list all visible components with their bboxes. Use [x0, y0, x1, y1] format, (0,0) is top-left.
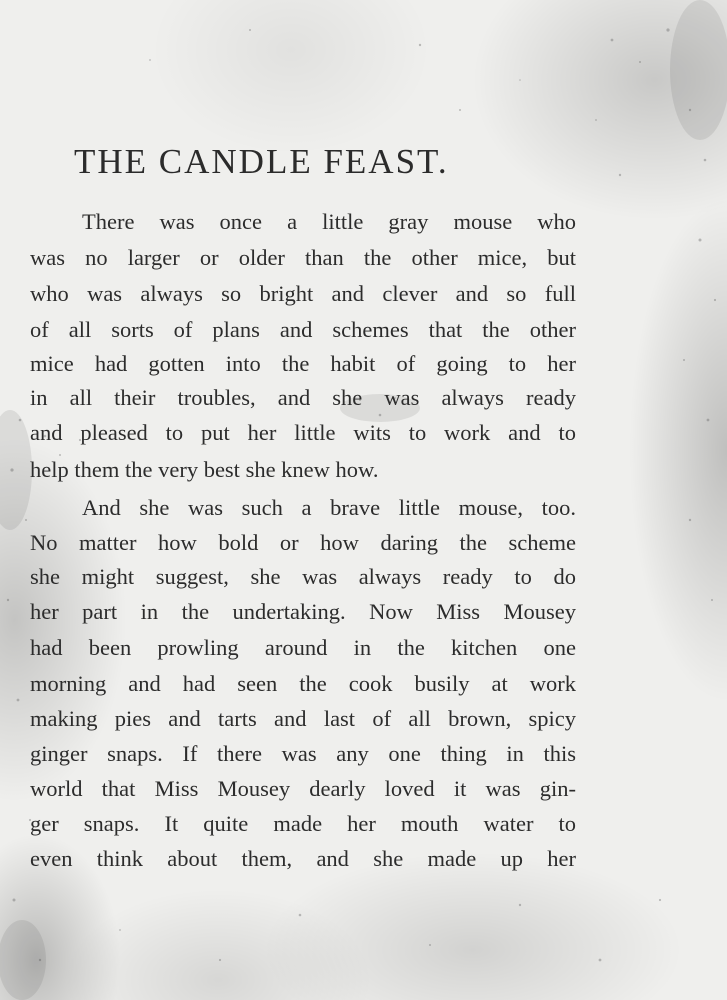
text-line: she might suggest, she was always ready to do: [30, 564, 576, 589]
text-line: in all their troubles, and she was always ready: [30, 385, 576, 410]
text-line: of all sorts of plans and schemes that the other: [30, 317, 576, 342]
text-line: who was always so bright and clever and so full: [30, 281, 576, 306]
text-line: And she was such a brave little mouse, too.: [82, 495, 576, 520]
text-line: There was once a little gray mouse who: [82, 209, 576, 234]
text-line: making pies and tarts and last of all brown, spicy: [30, 706, 576, 731]
text-line: mice had gotten into the habit of going to her: [30, 351, 576, 376]
text-line: help them the very best she knew how.: [30, 457, 379, 482]
text-line: morning and had seen the cook busily at work: [30, 671, 576, 696]
text-line: ginger snaps. If there was any one thing in this: [30, 741, 576, 766]
text-line: No matter how bold or how daring the scheme: [30, 530, 576, 555]
text-line: was no larger or older than the other mice, but: [30, 245, 576, 270]
text-line: and pleased to put her little wits to work and to: [30, 420, 576, 445]
text-line: her part in the undertaking. Now Miss Mousey: [30, 599, 576, 624]
text-line: even think about them, and she made up her: [30, 846, 576, 871]
text-line: ger snaps. It quite made her mouth water to: [30, 811, 576, 836]
page-title: THE CANDLE FEAST.: [74, 142, 449, 181]
text-line: had been prowling around in the kitchen one: [30, 635, 576, 660]
text-line: world that Miss Mousey dearly loved it was gin-: [30, 776, 576, 801]
